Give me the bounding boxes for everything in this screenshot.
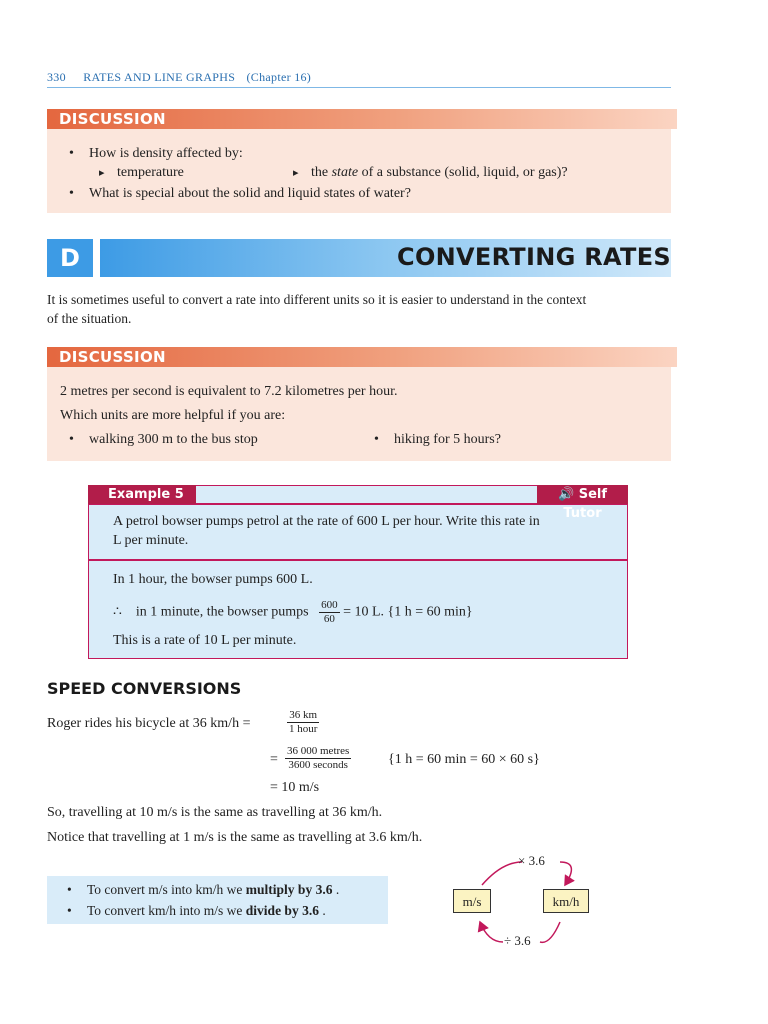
running-title: RATES AND LINE GRAPHS xyxy=(83,70,236,84)
divide-label: ÷ 3.6 xyxy=(504,933,531,948)
subsection-heading: SPEED CONVERSIONS xyxy=(47,679,242,698)
example-question-cont: L per minute. xyxy=(113,533,189,548)
discussion-text: Which units are more helpful if you are: xyxy=(60,408,286,423)
section-title: CONVERTING RATES xyxy=(397,243,671,271)
fraction-metres-seconds: $\frac{\text{36 000 metres}}{\text{3600 seconds}}$ xyxy=(287,745,350,771)
rule-multiply: • To convert m/s into km/h we multiply by 3.6 . xyxy=(87,882,339,898)
header-rule xyxy=(47,87,671,88)
speed-result: = 10 m/s xyxy=(270,780,320,795)
intro-paragraph: It is sometimes useful to convert a rate into different units so it is easier to understand in the context xyxy=(47,292,587,307)
chapter-label: (Chapter 16) xyxy=(246,70,312,84)
fraction: $\frac{600}{60}$ xyxy=(321,599,338,625)
rules-box xyxy=(47,876,388,924)
therefore-symbol: ∴ xyxy=(113,604,122,620)
self-tutor-button[interactable]: 🔊 Self Tutor xyxy=(537,485,628,504)
discussion-title: DISCUSSION xyxy=(47,347,677,367)
speed-line: Notice that travelling at 1 m/s is the same as travelling at 3.6 km/h. xyxy=(47,830,423,845)
conversion-note: {1 h = 60 min = 60 × 60 s} xyxy=(388,752,540,767)
fraction-km-hour: $\frac{36 km}{\text{1 hour}}$ xyxy=(289,709,318,735)
discussion-box-density xyxy=(47,109,671,213)
example-question: A petrol bowser pumps petrol at the rate of 600 L per hour. Write this rate in xyxy=(113,514,540,529)
arrow-divide xyxy=(540,922,560,942)
discussion-option: • hiking for 5 hours? xyxy=(394,432,501,448)
unit-box-kmh: km/h xyxy=(543,889,589,913)
intro-paragraph-cont: of the situation. xyxy=(47,311,132,326)
arrow-multiply xyxy=(482,862,522,885)
multiply-label: × 3.6 xyxy=(518,853,545,868)
discussion-title: DISCUSSION xyxy=(47,109,677,129)
equals-sign: = xyxy=(270,752,278,767)
speed-line: So, travelling at 10 m/s is the same as travelling at 36 km/h. xyxy=(47,805,383,820)
discussion-box-units xyxy=(47,347,671,461)
section-letter: D xyxy=(47,239,93,277)
speaker-icon: 🔊 xyxy=(557,487,575,502)
rule-divide: • To convert km/h into m/s we divide by 3.6 . xyxy=(87,903,326,919)
solution-line: This is a rate of 10 L per minute. xyxy=(113,633,297,648)
solution-line: In 1 hour, the bowser pumps 600 L. xyxy=(113,572,313,587)
unit-box-ms: m/s xyxy=(453,889,491,913)
discussion-question: • What is special about the solid and liquid states of water? xyxy=(89,186,411,202)
example-divider xyxy=(88,559,628,561)
speed-line: Roger rides his bicycle at 36 km/h = xyxy=(47,716,251,731)
discussion-option: • walking 300 m to the bus stop xyxy=(89,432,258,448)
example-label: Example 5 xyxy=(88,485,196,504)
arrow-divide-head xyxy=(480,922,503,942)
running-header xyxy=(47,70,311,85)
arrow-multiply-head xyxy=(560,862,571,885)
discussion-text: 2 metres per second is equivalent to 7.2 kilometres per hour. xyxy=(60,384,398,399)
discussion-subpoint: ▸ the state of a substance (solid, liquid, or gas)? xyxy=(311,165,568,181)
discussion-subpoint: ▸ temperature xyxy=(117,165,184,181)
page-number: 330 xyxy=(47,70,66,84)
discussion-question: • How is density affected by: xyxy=(89,146,243,162)
solution-line: ∴ in 1 minute, the bowser pumps $\frac{600}{60}$ = 10 L. {1 h = 60 min} xyxy=(113,599,473,625)
